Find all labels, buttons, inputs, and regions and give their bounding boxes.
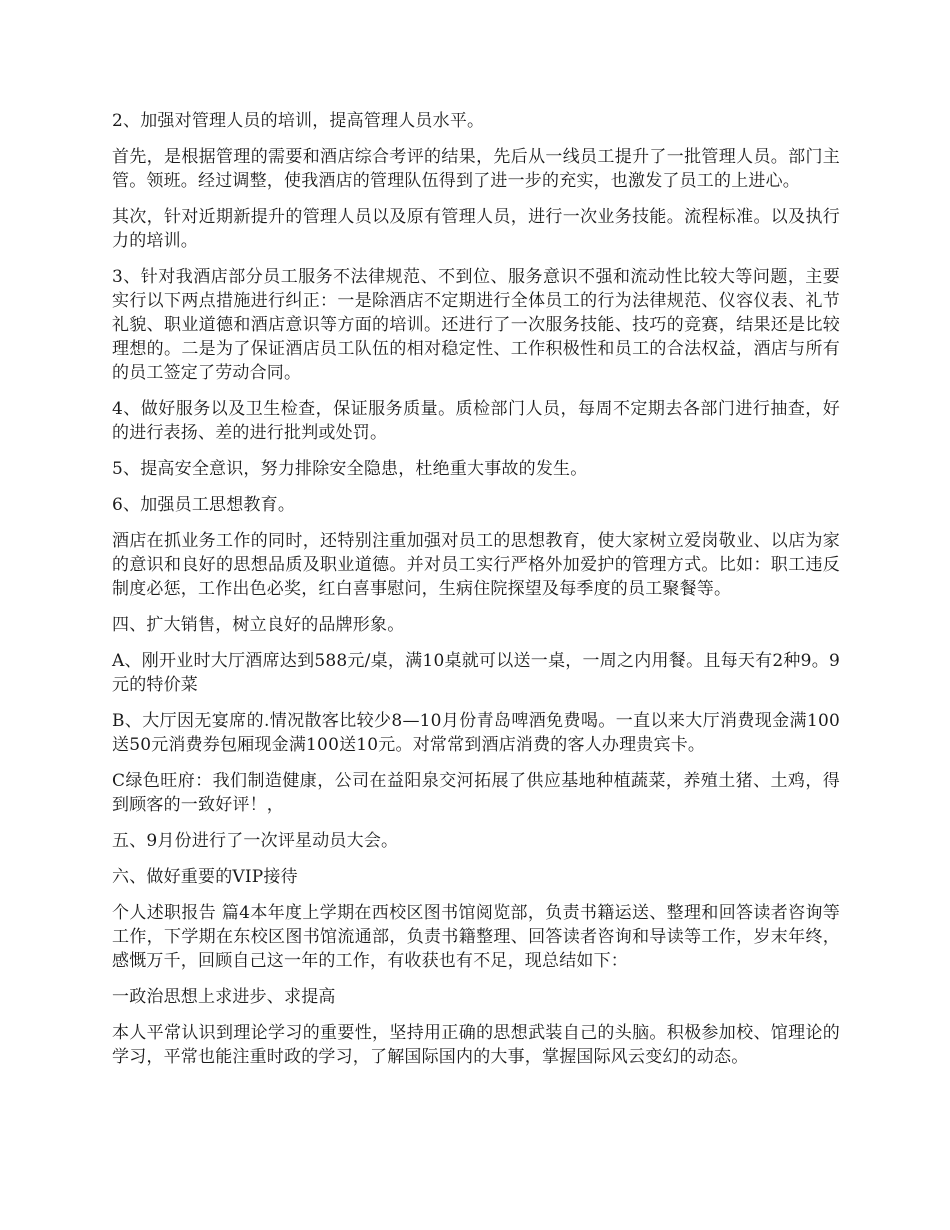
paragraph-staff-education-heading: 6、加强员工思想教育。 <box>112 495 296 515</box>
paragraph-management-training-heading: 2、加强对管理人员的培训，提高管理人员水平。 <box>112 111 485 131</box>
paragraph-promotion: 首先，是根据管理的需要和酒店综合考评的结果，先后从一线员工提升了一批管理人员。部门主管。领班。经过调整，使我酒店的管理队伍得到了进一步的充实，也激发了员工的上进心。 <box>112 147 840 191</box>
paragraph-service-measures: 3、针对我酒店部分员工服务不法律规范、不到位、服务意识不强和流动性比较大等问题，主要实行以下两点措施进行纠正：一是除酒店不定期进行全体员工的行为法律规范、仪容仪表、礼节礼貌、职业道德和酒店意识等方面的培训。还进行了一次服务技能、技巧的竞赛，结果还是比较理想的。二是为了保证酒店员工队伍的相对稳定性、工作积极性和员工的合法权益，酒店与所有的员工签定了劳动合同。 <box>112 267 840 383</box>
paragraph-sales-b: B、大厅因无宴席的.情况散客比较少8—10月份青岛啤酒免费喝。一直以来大厅消费现金满100送50元消费券包厢现金满100送10元。对常常到酒店消费的客人办理贵宾卡。 <box>112 711 840 755</box>
paragraph-skills-training: 其次，针对近期新提升的管理人员以及原有管理人员，进行一次业务技能。流程标准。以及执行力的培训。 <box>112 207 840 251</box>
paragraph-safety: 5、提高安全意识，努力排除安全隐患，杜绝重大事故的发生。 <box>112 459 588 479</box>
paragraph-staff-education: 酒店在抓业务工作的同时，还特别注重加强对员工的思想教育，使大家树立爱岗敬业、以店为家的意识和良好的思想品质及职业道德。并对员工实行严格外加爱护的管理方式。比如：职工违反制度必惩，工作出色必奖，红白喜事慰问，生病住院探望及每季度的员工聚餐等。 <box>112 531 840 599</box>
paragraph-star-rating: 五、9月份进行了一次评星动员大会。 <box>112 831 399 851</box>
document-body <box>112 109 840 1081</box>
paragraph-sales-a: A、刚开业时大厅酒席达到588元/桌，满10桌就可以送一桌，一周之内用餐。且每天有2种9。9元的特价菜 <box>112 651 840 695</box>
paragraph-sales-c: C绿色旺府：我们制造健康，公司在益阳泉交河拓展了供应基地种植蔬菜，养殖土猪、土鸡，得到顾客的一致好评！， <box>112 771 840 815</box>
paragraph-report-4-intro: 个人述职报告 篇4本年度上学期在西校区图书馆阅览部，负责书籍运送、整理和回答读者咨询等工作，下学期在东校区图书馆流通部，负责书籍整理、回答读者咨询和导读等工作，岁末年终，感慨万千，回顾自己这一年的工作，有收获也有不足，现总结如下： <box>112 903 840 971</box>
paragraph-inspection: 4、做好服务以及卫生检查，保证服务质量。质检部门人员，每周不定期去各部门进行抽查，好的进行表扬、差的进行批判或处罚。 <box>112 399 840 443</box>
paragraph-sales-heading: 四、扩大销售，树立良好的品牌形象。 <box>112 615 405 635</box>
paragraph-political-heading: 一政治思想上求进步、求提高 <box>112 987 336 1007</box>
paragraph-theory-study: 本人平常认识到理论学习的重要性，坚持用正确的思想武装自己的头脑。积极参加校、馆理论的学习，平常也能注重时政的学习，了解国际国内的大事，掌握国际风云变幻的动态。 <box>112 1023 840 1067</box>
paragraph-vip-reception: 六、做好重要的VIP接待 <box>112 867 298 887</box>
